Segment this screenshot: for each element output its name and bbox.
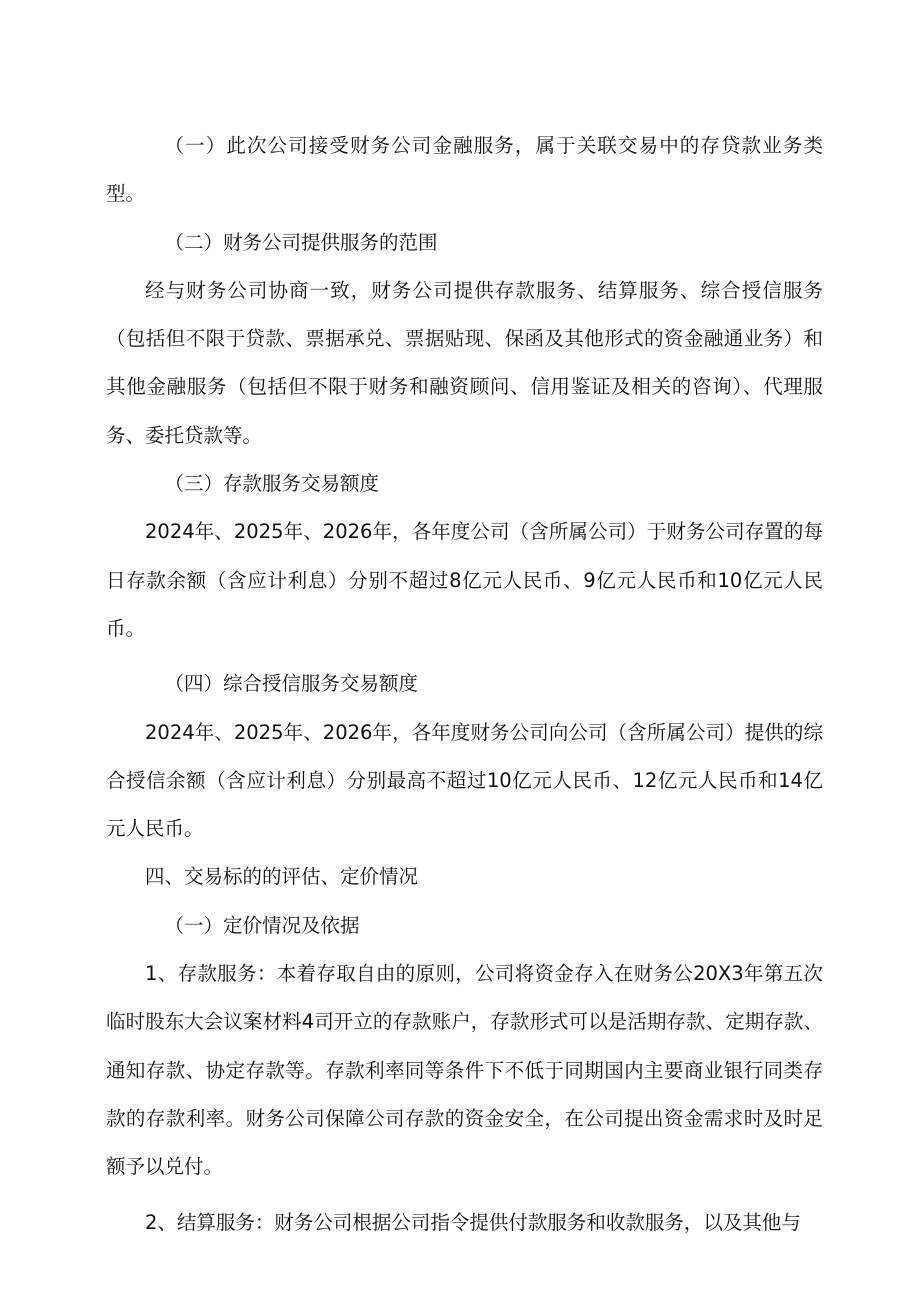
paragraph-deposit-service: 1、存款服务：本着存取自由的原则，公司将资金存入在财务公20X3年第五次临时股东大会议案材料4司开立的存款账户，存款形式可以是活期存款、定期存款、通知存款、协定存款等。存款利率同等条件下不低于同期国内主要商业银行同类存款的存款利率。财务公司保障公司存款的资金安全，在公司提出资金需求时及时足额予以兑付。 [106,962,823,1179]
heading-credit-limit: （四）综合授信服务交易额度 [164,672,419,696]
paragraph-related-transaction-type: （一）此次公司接受财务公司金融服务，属于关联交易中的存贷款业务类型。 [106,134,823,206]
paragraph-deposit-limit: 2024年、2025年、2026年，各年度公司（含所属公司）于财务公司存置的每日存款余额（含应计利息）分别不超过8亿元人民币、9亿元人民币和10亿元人民币。 [106,520,823,640]
paragraph-service-scope: 经与财务公司协商一致，财务公司提供存款服务、结算服务、综合授信服务（包括但不限于贷款、票据承兑、票据贴现、保函及其他形式的资金融通业务）和其他金融服务（包括但不限于财务和融资顾问、信用鉴证及相关的咨询）、代理服务、委托贷款等。 [106,278,823,447]
paragraph-settlement-service: 2、结算服务：财务公司根据公司指令提供付款服务和收款服务，以及其他与 [145,1210,801,1234]
heading-pricing-basis: （一）定价情况及依据 [164,913,360,937]
paragraph-credit-limit: 2024年、2025年、2026年，各年度财务公司向公司（含所属公司）提供的综合授信余额（含应计利息）分别最高不超过10亿元人民币、12亿元人民币和14亿元人民币。 [106,720,823,841]
heading-service-scope: （二）财务公司提供服务的范围 [164,230,438,254]
section-heading-valuation-pricing: 四、交易标的的评估、定价情况 [145,865,419,889]
document-body [106,122,823,1247]
heading-deposit-limit: （三）存款服务交易额度 [164,472,380,496]
